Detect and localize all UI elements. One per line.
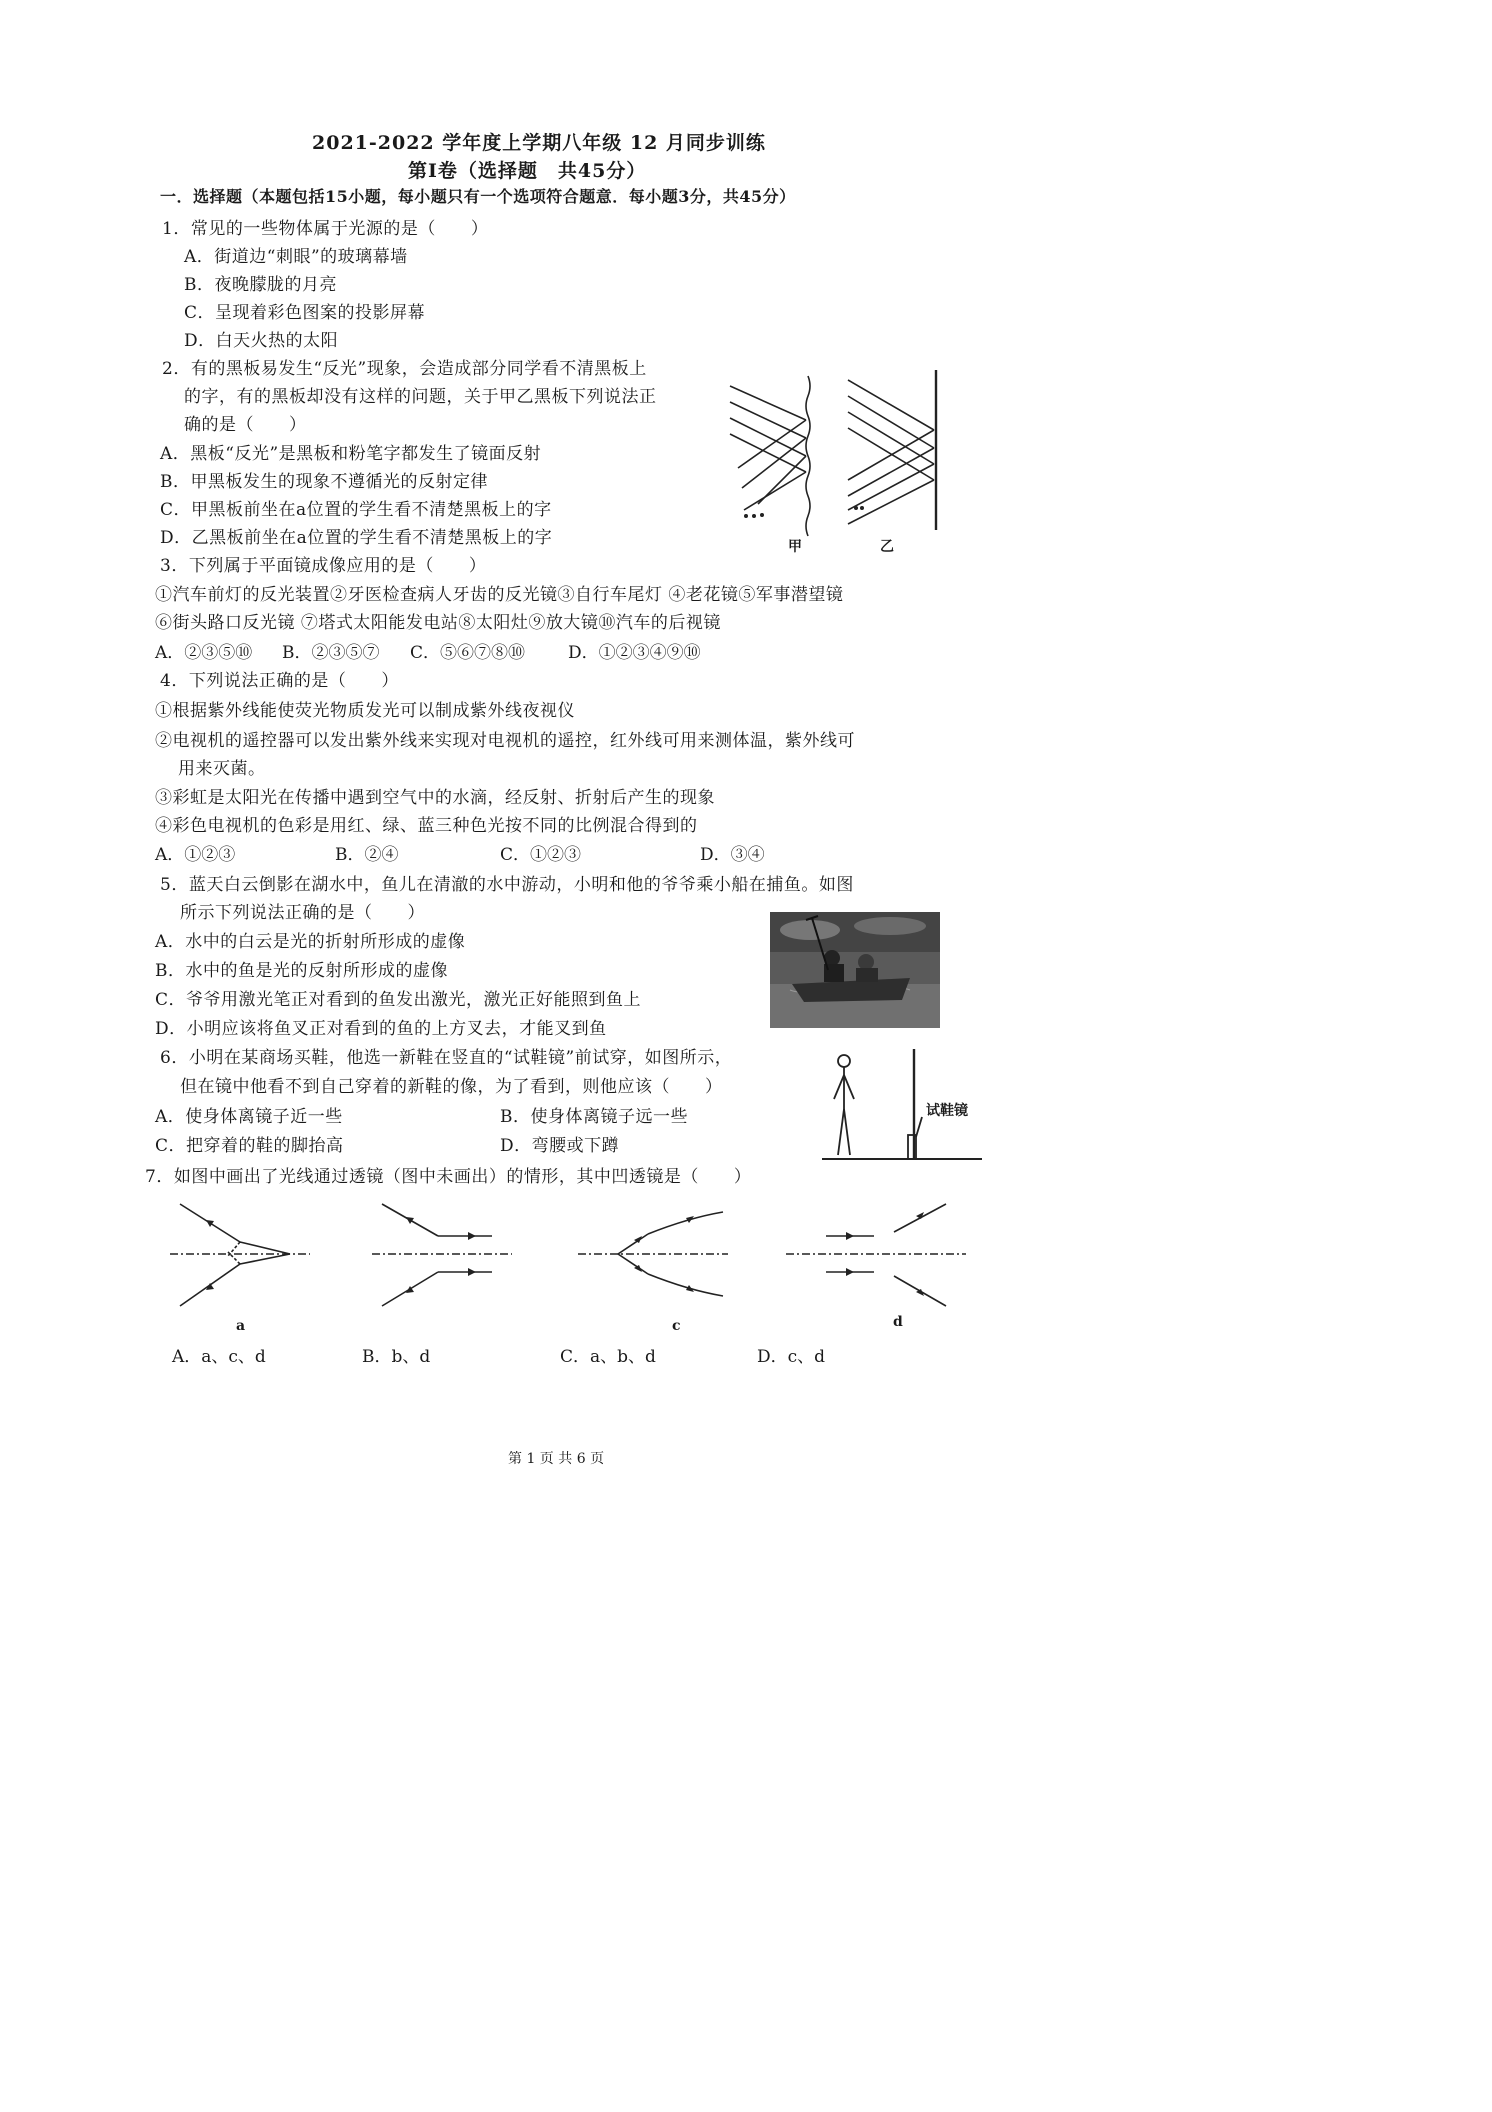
lens-label-a: a — [236, 1318, 246, 1334]
q4-option-b: B．②④ — [335, 845, 399, 865]
q6-option-c: C．把穿着的鞋的脚抬高 — [155, 1136, 344, 1156]
q1-option-c: C．呈现着彩色图案的投影屏幕 — [184, 303, 426, 323]
blackboard-reflection-figure — [728, 368, 948, 554]
q4-statement-3: ③彩虹是太阳光在传播中遇到空气中的水滴，经反射、折射后产生的现象 — [155, 788, 715, 808]
q4-option-a: A．①②③ — [155, 845, 236, 865]
q3-items-line1: ①汽车前灯的反光装置②牙医检查病人牙齿的反光镜③自行车尾灯 ④老花镜⑤军事潜望镜 — [155, 585, 844, 605]
q6-stem-line1: 6．小明在某商场买鞋，他选一新鞋在竖直的“试鞋镜”前试穿，如图所示， — [160, 1048, 733, 1068]
q1-stem: 1．常见的一些物体属于光源的是（ ） — [162, 219, 489, 239]
q7-option-a: A．a、c、d — [172, 1347, 266, 1367]
q3-option-c: C．⑤⑥⑦⑧⑩ — [410, 643, 526, 663]
q1-option-a: A．街道边“刺眼”的玻璃幕墙 — [184, 247, 408, 267]
q6-option-a: A．使身体离镜子近一些 — [155, 1107, 343, 1127]
q1-option-d: D．白天火热的太阳 — [184, 331, 339, 351]
q3-option-d: D．①②③④⑨⑩ — [568, 643, 701, 663]
q6-stem-line2: 但在镜中他看不到自己穿着的新鞋的像，为了看到，则他应该（ ） — [180, 1077, 723, 1097]
q2-option-d: D．乙黑板前坐在a位置的学生看不清楚黑板上的字 — [160, 528, 553, 548]
exam-title: 2021-2022 学年度上学期八年级 12 月同步训练 — [312, 132, 766, 154]
q1-option-b: B．夜晚朦胧的月亮 — [184, 275, 337, 295]
lens-diagram-b — [372, 1198, 512, 1316]
q5-option-c: C．爷爷用激光笔正对看到的鱼发出激光，激光正好能照到鱼上 — [155, 990, 642, 1010]
q5-option-b: B．水中的鱼是光的反射所形成的虚像 — [155, 961, 448, 981]
shoe-mirror-label: 试鞋镜 — [926, 1103, 968, 1119]
q7-option-b: B．b、d — [362, 1347, 431, 1367]
q7-option-d: D．c、d — [757, 1347, 826, 1367]
q4-statement-4: ④彩色电视机的色彩是用红、绿、蓝三种色光按不同的比例混合得到的 — [155, 816, 698, 836]
q7-stem: 7．如图中画出了光线通过透镜（图中未画出）的情形，其中凹透镜是（ ） — [145, 1167, 752, 1187]
q6-option-b: B．使身体离镜子远一些 — [500, 1107, 688, 1127]
q2-option-c: C．甲黑板前坐在a位置的学生看不清楚黑板上的字 — [160, 500, 552, 520]
section-heading: 一．选择题（本题包括15小题，每小题只有一个选项符合题意．每小题3分，共45分） — [160, 187, 796, 206]
q2-stem-line3: 确的是（ ） — [184, 415, 307, 435]
q3-option-b: B．②③⑤⑦ — [282, 643, 380, 663]
q3-items-line2: ⑥街头路口反光镜 ⑦塔式太阳能发电站⑧太阳灶⑨放大镜⑩汽车的后视镜 — [155, 613, 721, 633]
q2-stem-line1: 2．有的黑板易发生“反光”现象，会造成部分同学看不清黑板上 — [162, 359, 647, 379]
q2-stem-line2: 的字，有的黑板却没有这样的问题，关于甲乙黑板下列说法正 — [184, 387, 657, 407]
lens-label-c: c — [672, 1318, 681, 1334]
page-number: 第 1 页 共 6 页 — [508, 1451, 605, 1467]
lens-diagram-c — [578, 1198, 728, 1316]
q4-statement-2-cont: 用来灭菌。 — [178, 759, 266, 779]
q4-option-d: D．③④ — [700, 845, 765, 865]
q5-stem-line1: 5．蓝天白云倒影在湖水中，鱼儿在清澈的水中游动，小明和他的爷爷乘小船在捕鱼。如图 — [160, 875, 854, 895]
paper-subtitle: 第Ⅰ卷（选择题 共45分） — [408, 160, 647, 182]
q5-stem-line2: 所示下列说法正确的是（ ） — [180, 903, 425, 923]
blackboard-jia-label: 甲 — [788, 539, 802, 555]
q5-option-d: D．小明应该将鱼叉正对看到的鱼的上方叉去，才能叉到鱼 — [155, 1019, 607, 1039]
q3-stem: 3．下列属于平面镜成像应用的是（ ） — [160, 556, 487, 576]
q4-statement-2: ②电视机的遥控器可以发出紫外线来实现对电视机的遥控，红外线可用来测体温，紫外线可 — [155, 731, 855, 751]
fishing-boat-image — [770, 912, 940, 1028]
q2-option-b: B．甲黑板发生的现象不遵循光的反射定律 — [160, 472, 488, 492]
q4-stem: 4．下列说法正确的是（ ） — [160, 671, 399, 691]
q5-option-a: A．水中的白云是光的折射所形成的虚像 — [155, 932, 466, 952]
lens-label-d: d — [893, 1314, 903, 1330]
q3-option-a: A．②③⑤⑩ — [155, 643, 253, 663]
q4-statement-1: ①根据紫外线能使荧光物质发光可以制成紫外线夜视仪 — [155, 701, 575, 721]
q7-option-c: C．a、b、d — [560, 1347, 656, 1367]
lens-diagram-d — [786, 1198, 966, 1316]
q6-option-d: D．弯腰或下蹲 — [500, 1136, 620, 1156]
q4-option-c: C．①②③ — [500, 845, 582, 865]
lens-diagram-a — [170, 1198, 310, 1316]
blackboard-yi-label: 乙 — [880, 539, 894, 555]
q2-option-a: A．黑板“反光”是黑板和粉笔字都发生了镜面反射 — [160, 444, 542, 464]
